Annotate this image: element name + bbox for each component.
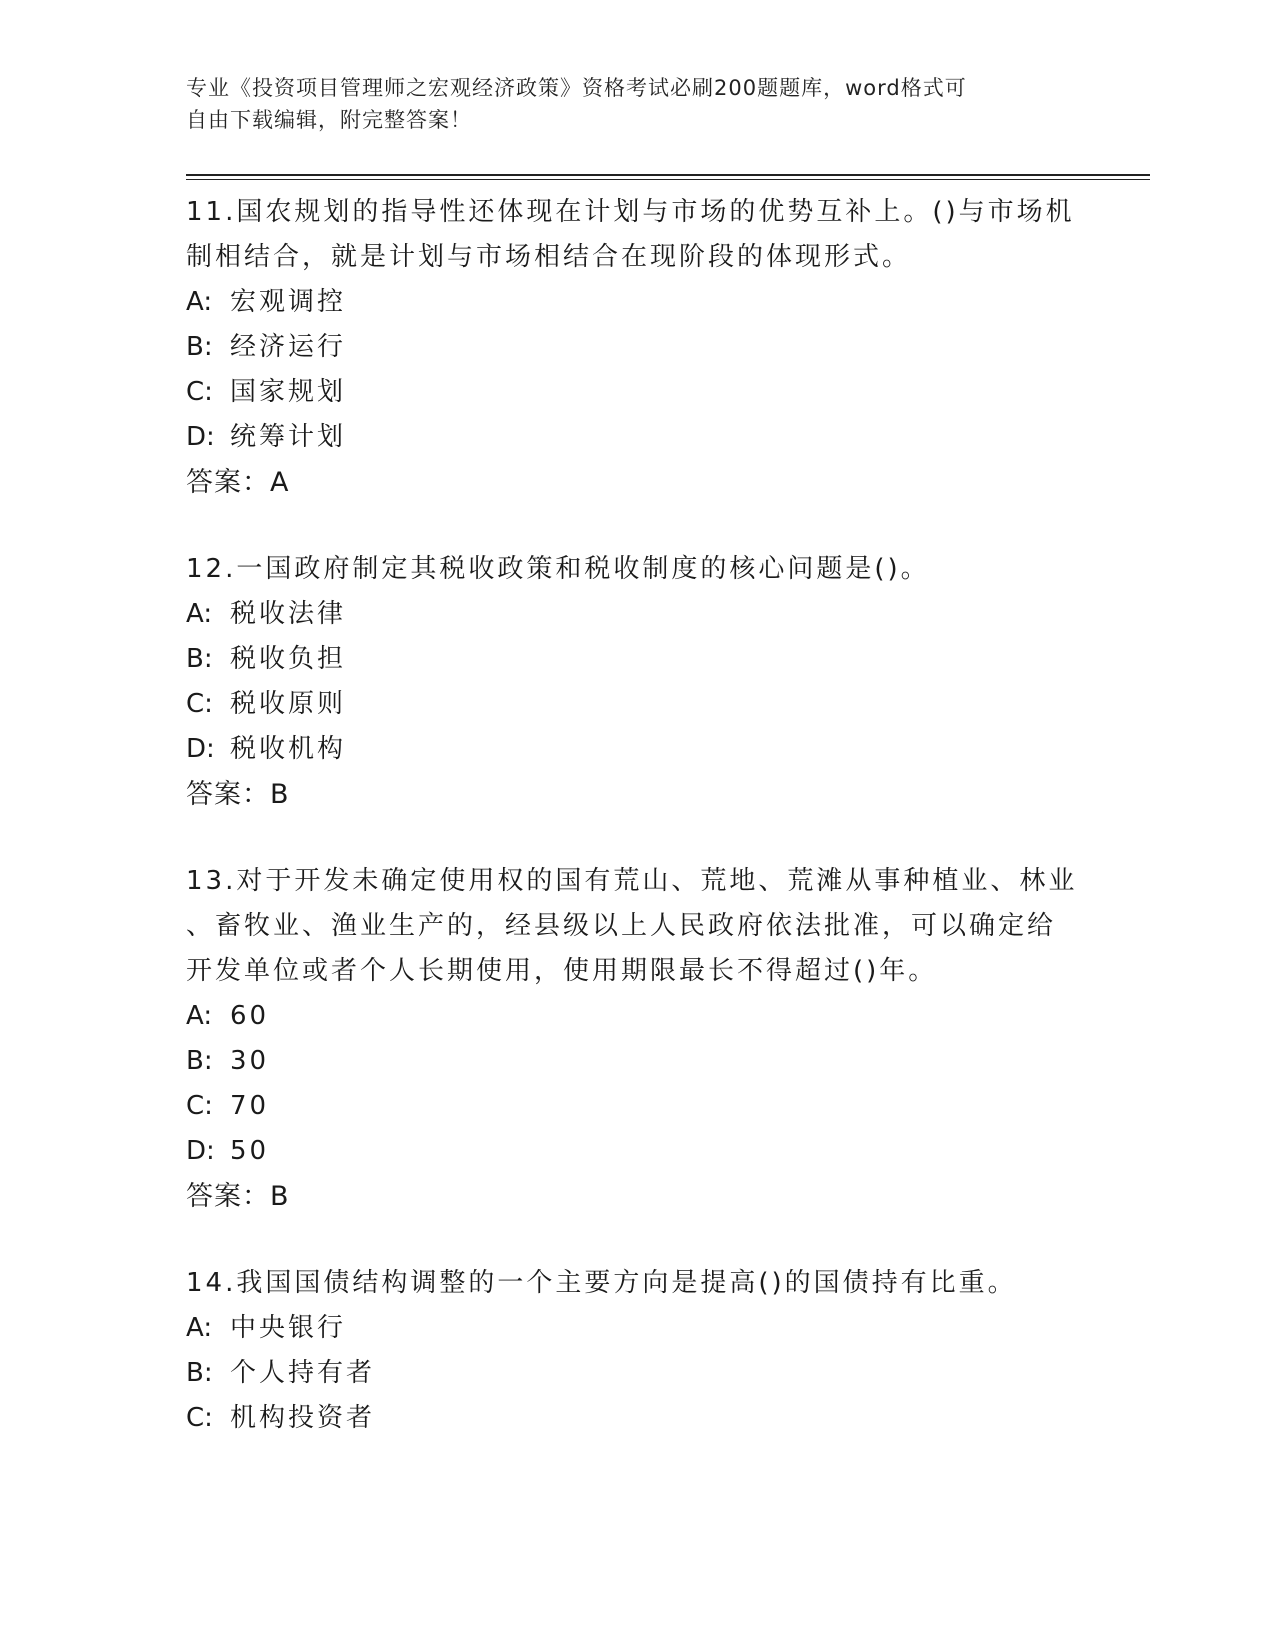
option-a: [186, 592, 1086, 637]
question-13: [186, 859, 1086, 1219]
option-c: [186, 682, 1086, 727]
option-d: [186, 1129, 1086, 1174]
question-list: [186, 190, 1086, 1441]
option-text: 60: [230, 1001, 270, 1031]
question-stem-line: 制相结合，就是计划与市场相结合在现阶段的体现形式。: [186, 242, 912, 272]
option-letter: B:: [186, 1046, 213, 1076]
option-d: [186, 727, 1086, 772]
question-stem-line: 、畜牧业、渔业生产的，经县级以上人民政府依法批准，可以确定给: [186, 911, 1057, 941]
option-letter: B:: [186, 332, 213, 362]
option-text: 宏观调控: [230, 287, 347, 317]
header-line-2: 自由下载编辑，附完整答案！: [186, 108, 472, 132]
question-stem-line: 12.一国政府制定其税收政策和税收制度的核心问题是()。: [186, 554, 930, 584]
divider-thick: [186, 174, 1150, 176]
option-letter: A:: [186, 1313, 213, 1343]
option-letter: D:: [186, 1136, 215, 1166]
question-12: [186, 547, 1086, 817]
option-c: [186, 1396, 1086, 1441]
divider-thin: [186, 179, 1150, 180]
option-letter: A:: [186, 287, 213, 317]
option-b: [186, 1039, 1086, 1084]
option-c: [186, 1084, 1086, 1129]
option-text: 中央银行: [230, 1313, 347, 1343]
option-a: [186, 1306, 1086, 1351]
question-stem-line: 13.对于开发未确定使用权的国有荒山、荒地、荒滩从事种植业、林业: [186, 866, 1078, 896]
option-text: 统筹计划: [230, 422, 347, 452]
option-letter: B:: [186, 644, 213, 674]
option-b: [186, 325, 1086, 370]
option-text: 税收法律: [230, 599, 347, 629]
option-letter: C:: [186, 377, 213, 407]
answer-line: 答案：A: [186, 467, 290, 498]
option-letter: A:: [186, 599, 213, 629]
option-a: [186, 994, 1086, 1039]
option-text: 70: [230, 1091, 270, 1121]
option-text: 30: [230, 1046, 270, 1076]
option-text: 国家规划: [230, 377, 347, 407]
question-stem-line: 14.我国国债结构调整的一个主要方向是提高()的国债持有比重。: [186, 1268, 1017, 1298]
option-letter: C:: [186, 1091, 213, 1121]
option-letter: D:: [186, 734, 215, 764]
header-line-1: 专业《投资项目管理师之宏观经济政策》资格考试必刷200题题库，word格式可: [186, 76, 967, 100]
answer-line: 答案：B: [186, 779, 290, 810]
question-stem-line: 11.国农规划的指导性还体现在计划与市场的优势互补上。()与市场机: [186, 197, 1075, 227]
question-stem-line: 开发单位或者个人长期使用，使用期限最长不得超过()年。: [186, 956, 938, 986]
option-letter: D:: [186, 422, 215, 452]
option-text: 税收原则: [230, 689, 347, 719]
option-letter: B:: [186, 1358, 213, 1388]
option-text: 个人持有者: [230, 1358, 376, 1388]
option-a: [186, 280, 1086, 325]
answer-line: 答案：B: [186, 1181, 290, 1212]
option-c: [186, 370, 1086, 415]
option-letter: A:: [186, 1001, 213, 1031]
option-letter: C:: [186, 1403, 213, 1433]
option-b: [186, 637, 1086, 682]
option-letter: C:: [186, 689, 213, 719]
option-text: 经济运行: [230, 332, 347, 362]
option-text: 50: [230, 1136, 270, 1166]
option-text: 税收负担: [230, 644, 347, 674]
document-header: [186, 72, 1066, 136]
option-d: [186, 415, 1086, 460]
option-text: 税收机构: [230, 734, 347, 764]
option-text: 机构投资者: [230, 1403, 376, 1433]
question-14: [186, 1261, 1086, 1441]
option-b: [186, 1351, 1086, 1396]
question-11: [186, 190, 1086, 505]
header-divider: [186, 174, 1150, 180]
